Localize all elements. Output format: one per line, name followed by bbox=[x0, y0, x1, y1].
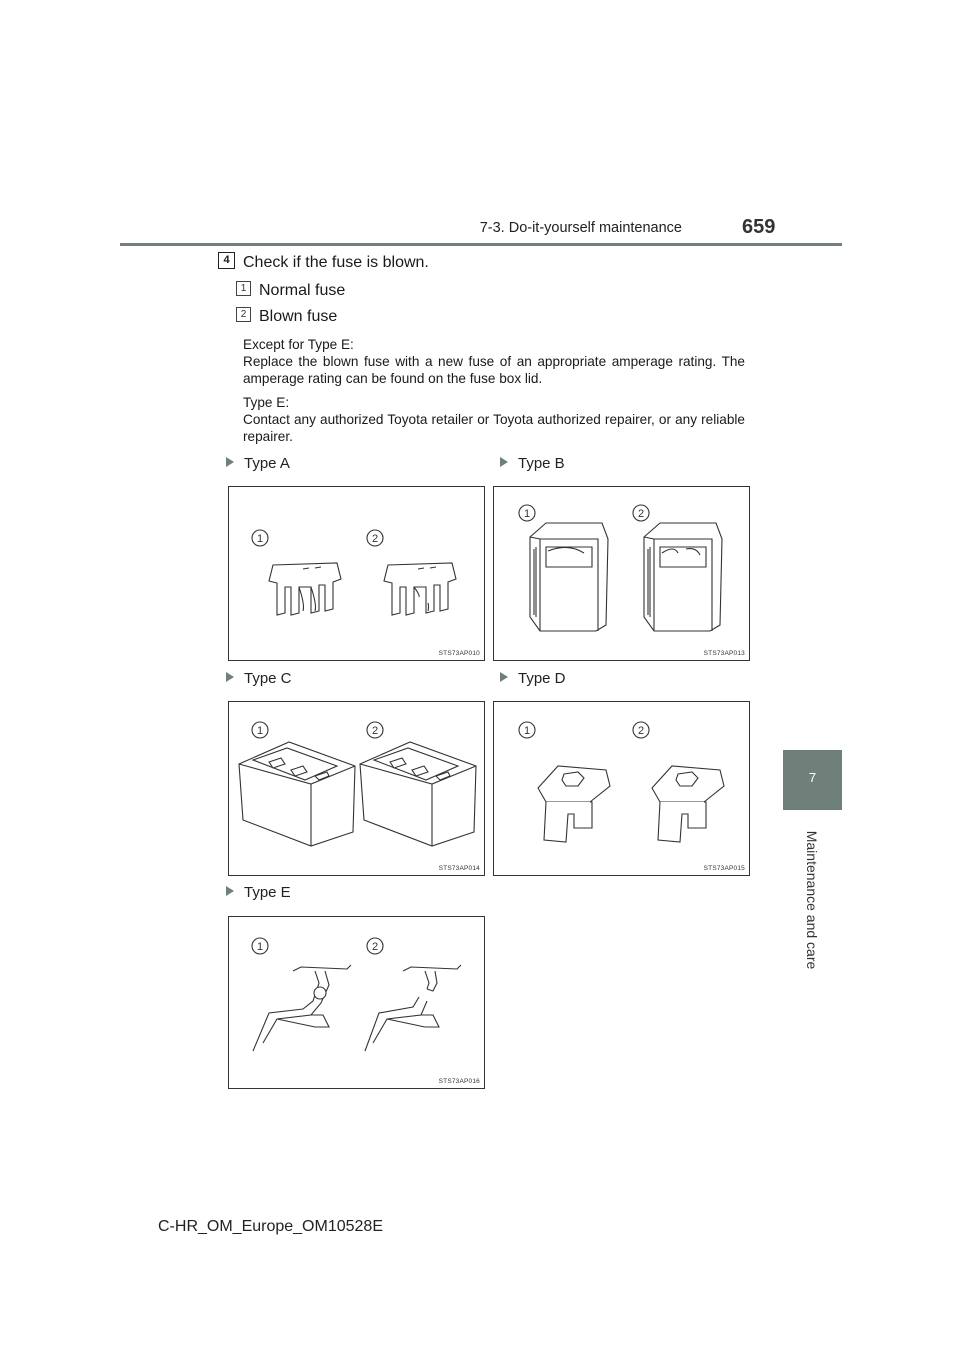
item-marker-2: 2 bbox=[236, 307, 251, 322]
marker-2: 2 bbox=[637, 508, 645, 520]
figure-code: STS73AP013 bbox=[703, 650, 745, 657]
arrow-icon bbox=[500, 672, 508, 682]
page-number: 659 bbox=[742, 216, 776, 238]
figure-type-c bbox=[228, 701, 485, 876]
note-heading: Except for Type E: bbox=[243, 337, 354, 352]
figure-code: STS73AP016 bbox=[438, 1078, 480, 1085]
type-e-fuse-illustration bbox=[229, 917, 486, 1090]
section-title: 7-3. Do-it-yourself maintenance bbox=[479, 220, 682, 236]
marker-1: 1 bbox=[256, 941, 264, 953]
note-body: Contact any authorized Toyota retailer or Toyota authorized repairer, or any reliable repairer. bbox=[243, 412, 745, 444]
type-a-fuse-illustration bbox=[229, 487, 486, 662]
type-b-fuse-illustration bbox=[494, 487, 751, 662]
marker-1: 1 bbox=[256, 725, 264, 737]
marker-1: 1 bbox=[523, 725, 531, 737]
note-except-type-e bbox=[243, 336, 745, 387]
arrow-icon bbox=[226, 886, 234, 896]
arrow-icon bbox=[226, 672, 234, 682]
step-number: 4 bbox=[218, 252, 235, 269]
marker-2: 2 bbox=[637, 725, 645, 737]
type-b-heading: Type B bbox=[500, 455, 565, 472]
step-text: Check if the fuse is blown. bbox=[243, 254, 429, 271]
item-normal-fuse: Normal fuse bbox=[259, 282, 346, 299]
chapter-label: Maintenance and care bbox=[804, 830, 820, 970]
marker-2: 2 bbox=[371, 725, 379, 737]
type-c-heading: Type C bbox=[226, 670, 292, 687]
figure-code: STS73AP014 bbox=[438, 865, 480, 872]
item-blown-fuse: Blown fuse bbox=[259, 308, 338, 325]
type-e-heading: Type E bbox=[226, 884, 291, 901]
arrow-icon bbox=[500, 457, 508, 467]
figure-type-e bbox=[228, 916, 485, 1089]
document-id: C-HR_OM_Europe_OM10528E bbox=[158, 1218, 383, 1235]
marker-2: 2 bbox=[371, 941, 379, 953]
figure-type-b bbox=[493, 486, 750, 661]
figure-code: STS73AP015 bbox=[703, 865, 745, 872]
chapter-number: 7 bbox=[808, 770, 817, 785]
type-c-fuse-illustration bbox=[229, 702, 486, 877]
note-type-e bbox=[243, 394, 745, 445]
arrow-icon bbox=[226, 457, 234, 467]
figure-type-a bbox=[228, 486, 485, 661]
marker-2: 2 bbox=[371, 533, 379, 545]
item-marker-1: 1 bbox=[236, 281, 251, 296]
figure-type-d bbox=[493, 701, 750, 876]
type-d-fuse-illustration bbox=[494, 702, 751, 877]
type-d-heading: Type D bbox=[500, 670, 566, 687]
marker-1: 1 bbox=[256, 533, 264, 545]
note-body: Replace the blown fuse with a new fuse of an appropriate amperage rating. The amperage rating can be found on the fuse box lid. bbox=[243, 354, 745, 386]
note-heading: Type E: bbox=[243, 395, 290, 410]
figure-code: STS73AP010 bbox=[438, 650, 480, 657]
header-rule bbox=[120, 243, 842, 246]
type-a-heading: Type A bbox=[226, 455, 290, 472]
marker-1: 1 bbox=[523, 508, 531, 520]
